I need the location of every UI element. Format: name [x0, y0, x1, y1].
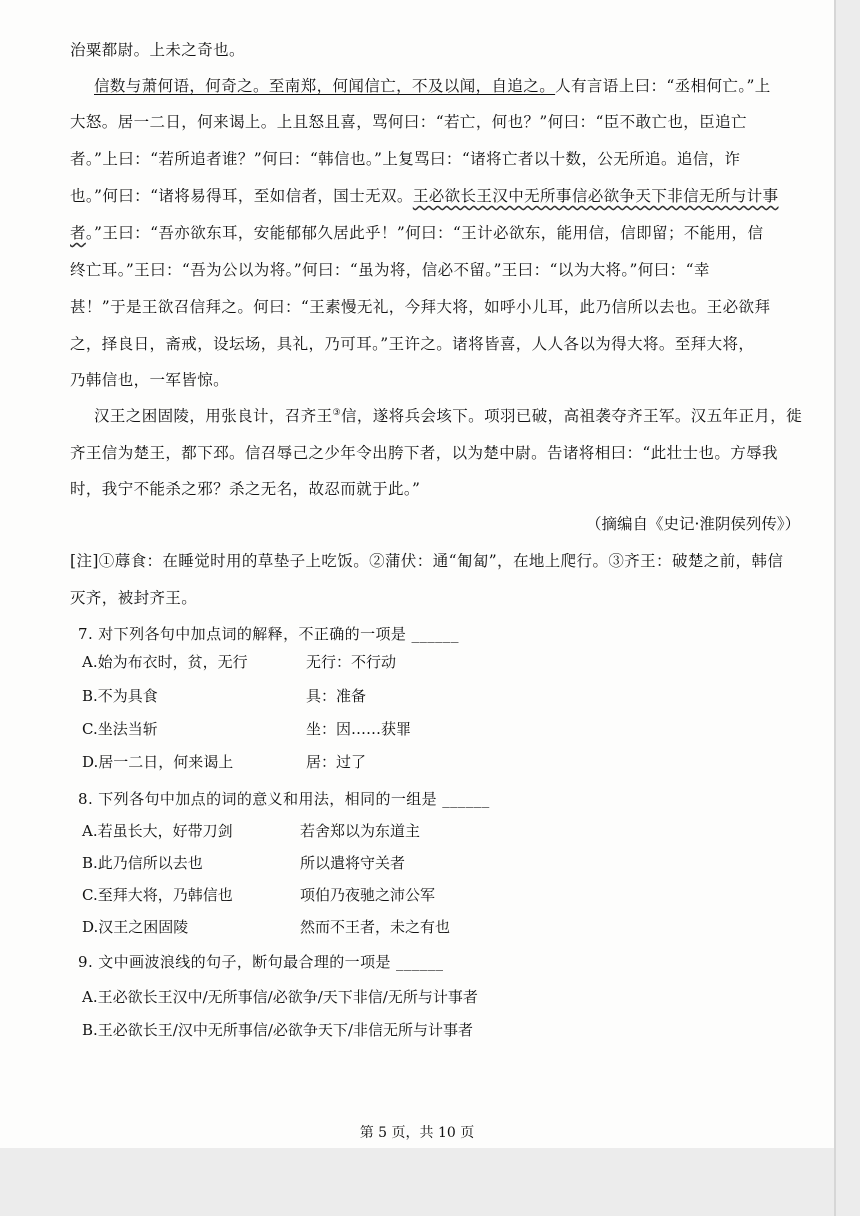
passage-line: 者。”王曰：“吾亦欲东耳，安能郁郁久居此乎！”何曰：“王计必欲东，能用信，信即留；不能用，信: [70, 224, 764, 242]
wavy-underlined-sentence: 王必欲长王汉中无所事信必欲争天下非信无所与计事: [412, 187, 779, 205]
q8-option-c: C.至拜大将，乃韩信也: [82, 886, 233, 904]
passage-line: 者。”上曰：“若所追者谁？”何曰：“韩信也。”上复骂曰：“诸将亡者以十数，公无所追。追信，诈: [70, 150, 741, 168]
q7-option-a-gloss: 无行：不行动: [306, 653, 397, 671]
q7-option-b: B.不为具食: [82, 687, 158, 705]
q7-option-c-gloss: 坐：因……获罪: [306, 720, 412, 738]
q7-option-d: D.居一二日，何来谒上: [82, 753, 234, 771]
q8-option-a: A.若虽长大，好带刀剑: [82, 822, 233, 840]
q8-option-d: D.汉王之困固陵: [82, 918, 189, 936]
q7-option-a: A.始为布衣时，贫，无行: [82, 653, 248, 671]
source-citation: （摘编自《史记·淮阴侯列传》）: [586, 515, 801, 533]
q9-option-b: B.王必欲长王/汉中无所事信/必欲争天下/非信无所与计事者: [82, 1021, 473, 1039]
passage-line: 甚！”于是王欲召信拜之。何曰：“王素慢无礼，今拜大将，如呼小儿耳，此乃信所以去也。王必欲拜: [70, 298, 771, 316]
question-9-stem: 9. 文中画波浪线的句子，断句最合理的一项是 ______: [78, 953, 444, 971]
q8-option-c-compare: 项伯乃夜驰之沛公军: [300, 886, 436, 904]
q9-option-a: A.王必欲长王汉中/无所事信/必欲争/天下非信/无所与计事者: [82, 988, 478, 1006]
passage-line: 时，我宁不能杀之邪？杀之无名，故忍而就于此。”: [70, 480, 421, 498]
annotation-note: 灭齐，被封齐王。: [70, 589, 198, 607]
passage-line: 治粟都尉。上未之奇也。: [70, 41, 245, 59]
wavy-underlined-sentence-end: 者: [70, 224, 86, 242]
passage-line: 也。”何曰：“诸将易得耳，至如信者，国士无双。王必欲长王汉中无所事信必欲争天下非信无所与计事: [70, 187, 779, 205]
passage-line: 之，择良日，斋戒，设坛场，具礼，乃可耳。”王许之。诸将皆喜，人人各以为得大将。至拜大将，: [70, 335, 755, 353]
q8-option-a-compare: 若舍郑以为东道主: [300, 822, 421, 840]
passage-line: 汉王之困固陵，用张良计，召齐王③信，遂将兵会垓下。项羽已破，高祖袭夺齐王军。汉五年正月，徙: [94, 407, 803, 425]
q7-option-d-gloss: 居：过了: [306, 753, 367, 771]
annotation-note: [注]①蓐食：在睡觉时用的草垫子上吃饭。②蒲伏：通“匍匐”，在地上爬行。③齐王：破楚之前，韩信: [70, 552, 784, 570]
page-number-footer: 第 5 页，共 10 页: [359, 1125, 475, 1141]
q8-option-d-compare: 然而不王者，未之有也: [300, 918, 451, 936]
underlined-sentence: 信数与萧何语，何奇之。至南郑，何闻信亡，不及以闻，自追之。: [94, 77, 556, 95]
question-7-stem: 7. 对下列各句中加点词的解释，不正确的一项是 ______: [78, 625, 459, 643]
passage-line: 信数与萧何语，何奇之。至南郑，何闻信亡，不及以闻，自追之。人有言语上曰：“丞相何亡。”上: [94, 77, 771, 95]
q7-option-c: C.坐法当斩: [82, 720, 158, 738]
q7-option-b-gloss: 具：准备: [306, 687, 367, 705]
question-8-stem: 8. 下列各句中加点的词的意义和用法，相同的一组是 ______: [78, 790, 490, 808]
passage-line: 乃韩信也，一军皆惊。: [70, 371, 230, 389]
q8-option-b-compare: 所以遣将守关者: [300, 854, 406, 872]
passage-line: 终亡耳。”王曰：“吾为公以为将。”何曰：“虽为将，信必不留。”王曰：“以为大将。”何曰：“幸: [70, 261, 710, 279]
passage-line: 大怒。居一二日，何来谒上。上且怒且喜，骂何曰：“若亡，何也？”何曰：“臣不敢亡也，臣追亡: [70, 113, 747, 131]
q8-option-b: B.此乃信所以去也: [82, 854, 203, 872]
passage-line: 齐王信为楚王，都下邳。信召辱己之少年令出胯下者，以为楚中尉。告诸将相曰：“此壮士也。方辱我: [70, 444, 778, 462]
page-edge: [834, 0, 836, 1216]
